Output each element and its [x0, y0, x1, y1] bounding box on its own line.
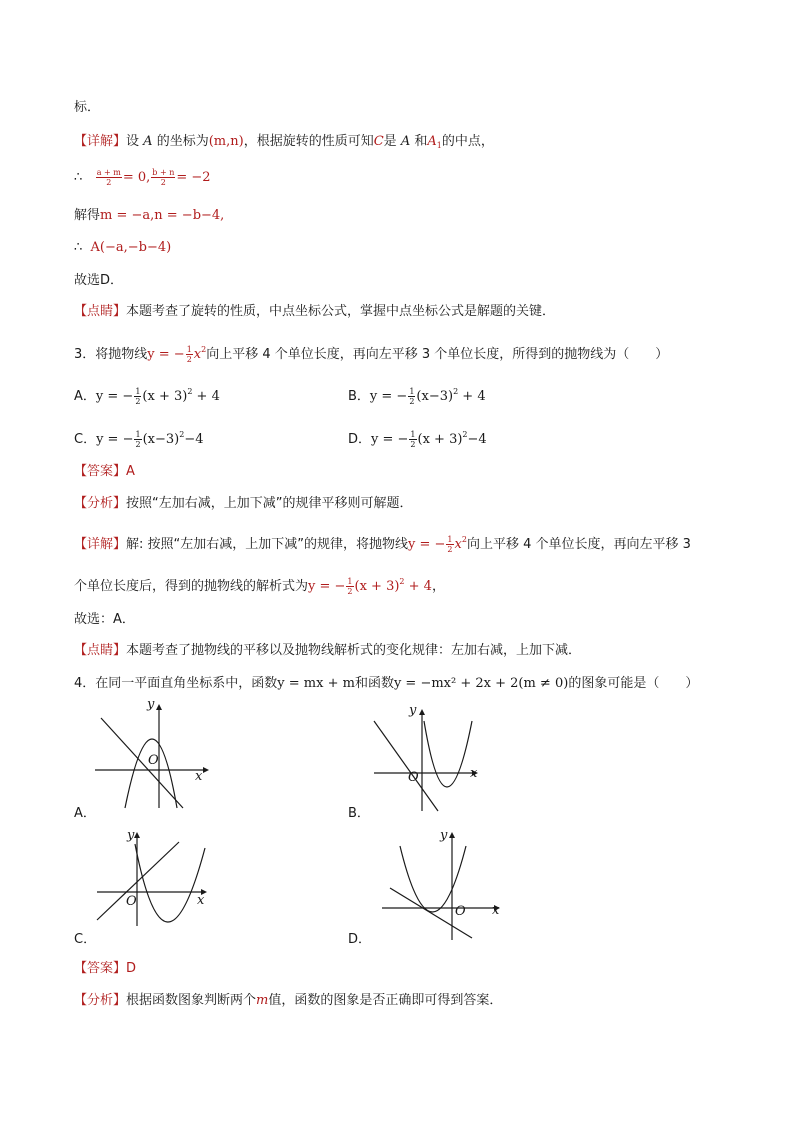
graph-b-y-label: y [409, 703, 417, 718]
graph-b[interactable] [370, 703, 485, 813]
graph-b-x-label: x [470, 766, 478, 781]
line-graph [374, 721, 438, 811]
graph-a-x-label: x [195, 769, 203, 784]
graph-b-origin: O [408, 770, 419, 785]
y-axis-arrow [449, 832, 455, 838]
parabola-curve [135, 844, 205, 922]
q3-answer: 【答案】A [74, 464, 135, 479]
q3-detail-line-2: 个单位长度后，得到的抛物线的解析式为y = − $\frac{1}{2}$ $(x + 3)^2 + 4$， [74, 577, 445, 596]
y-axis-arrow [156, 704, 162, 710]
graph-a-origin: O [148, 753, 159, 768]
q4-stem: 4．在同一平面直角坐标系中，函数y = mx + m和函数y = −mx² + 2x + 2(m ≠ 0)的图象可能是（ ） [74, 676, 699, 691]
graph-c-x-label: x [197, 893, 205, 908]
q3-comment: 【点睛】本题考查了抛物线的平移以及抛物线解析式的变化规律：左加右减，上加下减． [74, 643, 582, 658]
result-line: ∴ A(−a,−b−4) [74, 240, 172, 255]
graph-d-label: D． [348, 932, 372, 947]
solve-line: 解得m = −a,n = −b−4, [74, 208, 225, 223]
y-axis-arrow [419, 709, 425, 715]
q3-analysis: 【分析】按照“左加右减，上加下减”的规律平移则可解题． [74, 496, 413, 511]
parabola-curve [424, 721, 472, 787]
y-axis-arrow [134, 832, 140, 838]
q3-stem: 3．将抛物线y = − $\frac{1}{2}$ $x^2$向上平移 4 个单位长度，再向左平移 3 个单位长度，所得到的抛物线为（ ） [74, 345, 669, 364]
detail-line-1: 【详解】设 A 的坐标为(m,n)，根据旋转的性质可知C是 A 和$A_1$的中点， [74, 134, 494, 150]
fragment-text: 标． [74, 100, 101, 115]
detail-label: 【详解】 [74, 134, 127, 149]
graph-c-origin: O [126, 894, 137, 909]
q3-option-b[interactable]: B．y = − $\frac{1}{2}$ $(x-3)^2 + 4$ [348, 387, 486, 406]
graph-d[interactable] [380, 828, 505, 943]
q4-analysis: 【分析】根据函数图象判断两个m值，函数的图象是否正确即可得到答案． [74, 993, 503, 1008]
graph-d-x-label: x [492, 903, 500, 918]
graph-c-label: C． [74, 932, 97, 947]
midpoint-equation: ∴ $\frac{a + m}{2}$ = 0, $\frac{b + n}{2}$ = −2 [74, 168, 211, 187]
q3-option-c[interactable]: C．y = − $\frac{1}{2}$ $(x-3)^2-4$ [74, 430, 204, 449]
q4-answer: 【答案】D [74, 961, 137, 976]
graph-c-y-label: y [127, 828, 135, 843]
q3-choose: 故选：A． [74, 612, 135, 627]
q3-detail-line-1: 【详解】解: 按照“左加右减，上加下减”的规律，将抛物线y = − $\frac{1}{2}$ $x^2$向上平移 4 个单位长度，再向左平移 3 [74, 535, 691, 554]
parabola-curve [400, 846, 466, 912]
choose-d: 故选D． [74, 273, 124, 288]
graph-a-y-label: y [147, 697, 155, 712]
graph-d-y-label: y [440, 828, 448, 843]
line-graph [97, 842, 179, 920]
comment-line: 【点睛】本题考查了旋转的性质，中点坐标公式，掌握中点坐标公式是解题的关键． [74, 304, 556, 319]
graph-b-label: B． [348, 806, 370, 821]
graph-d-origin: O [455, 904, 466, 919]
graph-a-label: A． [74, 806, 96, 821]
x-axis-arrow [203, 767, 209, 773]
q3-option-a[interactable]: A．y = − $\frac{1}{2}$ $(x + 3)^2 + 4$ [74, 387, 220, 406]
graph-c[interactable] [95, 828, 210, 928]
line-graph [101, 718, 183, 808]
q3-option-d[interactable]: D．y = − $\frac{1}{2}$ $(x + 3)^2-4$ [348, 430, 487, 449]
